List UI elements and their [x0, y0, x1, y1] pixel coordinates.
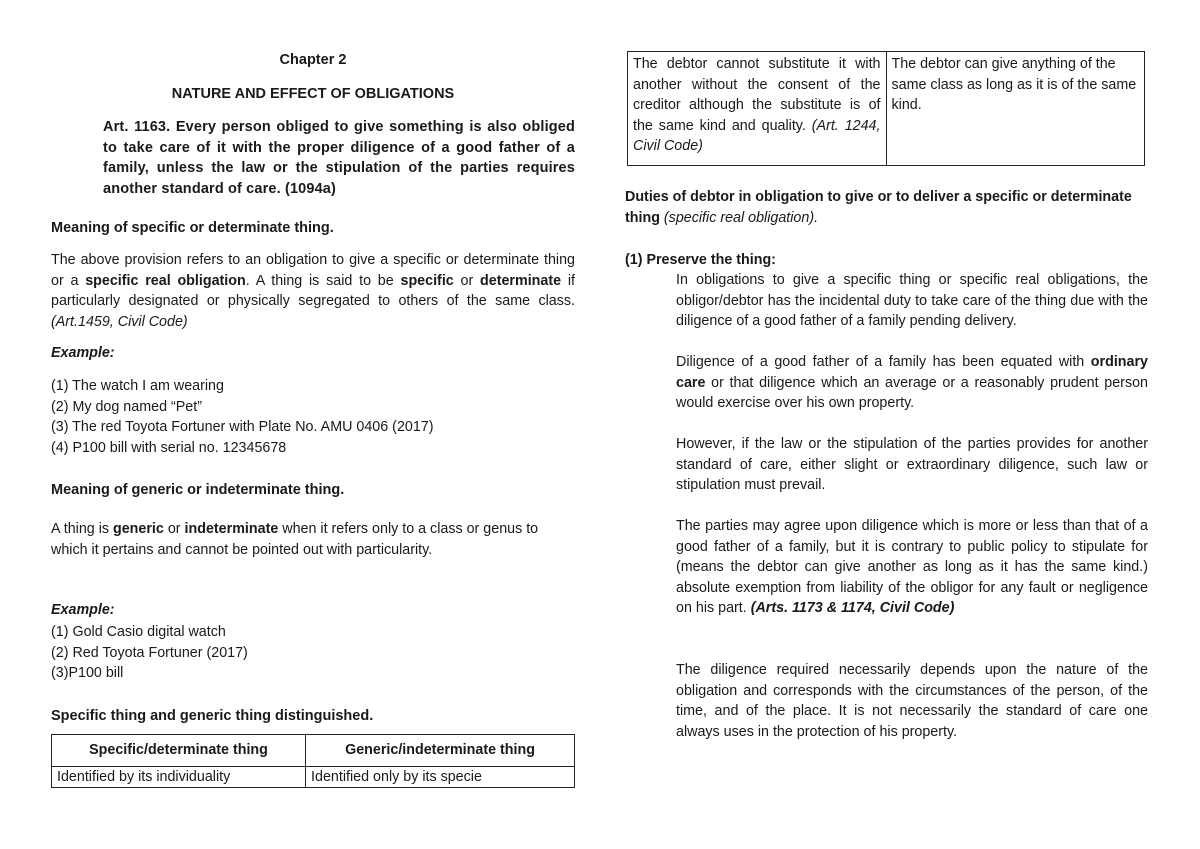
table-header: Generic/indeterminate thing — [306, 735, 575, 767]
paragraph-however: However, if the law or the stipulation of the parties provides for another standard of care, either slight or extraordinary diligence, such law or stipulation must prevail. — [676, 436, 1148, 493]
list-item: (3) The red Toyota Fortuner with Plate No. AMU 0406 (2017) — [51, 419, 434, 435]
list-item: (2) Red Toyota Fortuner (2017) — [51, 644, 248, 661]
specific-heading: Meaning of specific or determinate thing. — [51, 220, 334, 236]
example-label: Example: — [51, 345, 115, 361]
duties-heading: Duties of debtor in obligation to give or to deliver a specific or determinate thing (specific real obligation). — [625, 189, 1132, 226]
generic-paragraph: A thing is generic or indeterminate when it refers only to a class or genus to which it pertains and cannot be pointed out with particularity. — [51, 521, 539, 558]
list-item: (1) The watch I am wearing — [51, 378, 224, 394]
specific-examples-list — [51, 376, 434, 458]
preserve-heading: (1) Preserve the thing: — [625, 252, 776, 268]
list-item: (4) P100 bill with serial no. 12345678 — [51, 439, 287, 456]
table-header-row — [52, 735, 575, 767]
table-cell: Identified only by its specie — [306, 767, 575, 788]
generic-examples-list — [51, 622, 248, 684]
list-item: (1) Gold Casio digital watch — [51, 624, 226, 640]
paragraph-diligence: Diligence of a good father of a family has been equated with ordinary care or that diligence which an average or a reasonably prudent person would exercise over his own property. — [676, 354, 1148, 411]
comparison-table-continued — [627, 51, 1145, 166]
table-row — [628, 52, 1145, 166]
paragraph-parties: The parties may agree upon diligence which is more or less than that of a good father of a family, but it is contrary to public policy to stipulate for (means the debtor can give another as long as it has the same kind.) absolute exemption from liability of the obligor for any fault or negligence on his part. (Arts. 1173 & 1174, Civil Code) — [676, 518, 1148, 616]
specific-paragraph: The above provision refers to an obligation to give a specific or determinate thing or a specific real obligation. A thing is said to be specific or determinate if particularly designated or physically segregated to others of the same class. (Art.1459, Civil Code) — [51, 252, 575, 330]
table-header: Specific/determinate thing — [52, 735, 306, 767]
chapter-title: NATURE AND EFFECT OF OBLIGATIONS — [171, 86, 455, 102]
table-cell: Identified by its individuality — [52, 767, 306, 788]
table-cell: The debtor can give anything of the same class as long as it is of the same kind. — [886, 52, 1145, 166]
list-item: (3)P100 bill — [51, 665, 124, 681]
table-row — [52, 767, 575, 788]
article-1163: Art. 1163. Every person obliged to give something is also obliged to take care of it with the proper diligence of a good father of a family, unless the law or the stipulation of the parties requires another standard of care. (1094a) — [103, 119, 575, 197]
generic-heading: Meaning of generic or indeterminate thing. — [51, 482, 345, 498]
paragraph-obligations: In obligations to give a specific thing or specific real obligations, the obligor/debtor has the incidental duty to take care of the thing due with the diligence of a good father of a family pending delivery. — [676, 272, 1148, 329]
list-item: (2) My dog named “Pet” — [51, 398, 202, 415]
paragraph-diligence-required: The diligence required necessarily depends upon the nature of the obligation and corresponds with the circumstances of the person, of the time, and of the place. It is not necessarily the standard of care one always uses in the protection of his property. — [676, 662, 1148, 740]
table-cell: The debtor cannot substitute it with another without the consent of the creditor although the substitute is of the same kind and quality. (Art. 1244, Civil Code) — [628, 52, 887, 166]
chapter-number: Chapter 2 — [279, 52, 347, 68]
comparison-table — [51, 734, 575, 788]
distinguished-heading: Specific thing and generic thing distinguished. — [51, 708, 374, 724]
example-label-2: Example: — [51, 602, 115, 618]
